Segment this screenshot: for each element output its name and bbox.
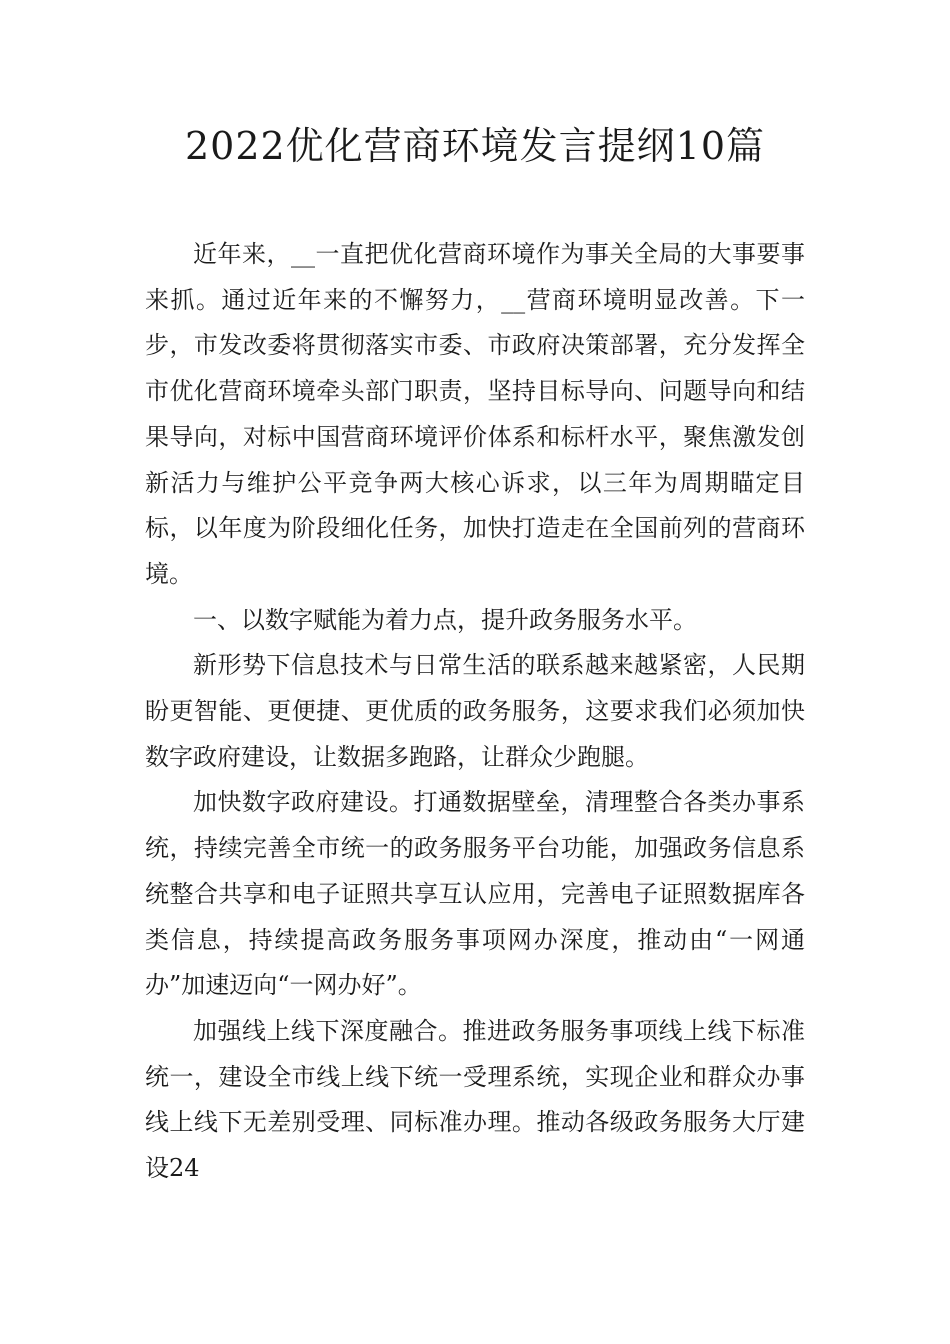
paragraph-online-offline: 加强线上线下深度融合。推进政务服务事项线上线下标准统一，建设全市线上线下统一受理系统，实现企业和群众办事线上线下无差别受理、同标准办理。推动各级政务服务大厅建设24 (145, 1016, 805, 1183)
paragraph-intro: 近年来，__一直把优化营商环境作为事关全局的大事要事来抓。通过近年来的不懈努力，__营商环境明显改善。下一步，市发改委将贯彻落实市委、市政府决策部署，充分发挥全市优化营商环境牵头部门职责，坚持目标导向、问题导向和结果导向，对标中国营商环境评价体系和标杆水平，聚焦激发创新活力与维护公平竞争两大核心诉求，以三年为周期瞄定目标，以年度为阶段细化任务，加快打造走在全国前列的营商环境。 (145, 240, 805, 588)
paragraph-section-heading: 一、以数字赋能为着力点，提升政务服务水平。 (193, 605, 697, 634)
document-title: 2022优化营商环境发言提纲10篇 (184, 124, 766, 168)
paragraph-digital-government: 加快数字政府建设。打通数据壁垒，清理整合各类办事系统，持续完善全市统一的政务服务平台功能，加强政务信息系统整合共享和电子证照共享互认应用，完善电子证照数据库各类信息，持续提高政务服务事项网办深度，推动由“一网通办”加速迈向“一网办好”。 (145, 788, 805, 1000)
document-body (145, 232, 805, 1192)
paragraph-digital-context: 新形势下信息技术与日常生活的联系越来越紧密，人民期盼更智能、更便捷、更优质的政务服务，这要求我们必须加快数字政府建设，让数据多跑路，让群众少跑腿。 (145, 651, 805, 771)
